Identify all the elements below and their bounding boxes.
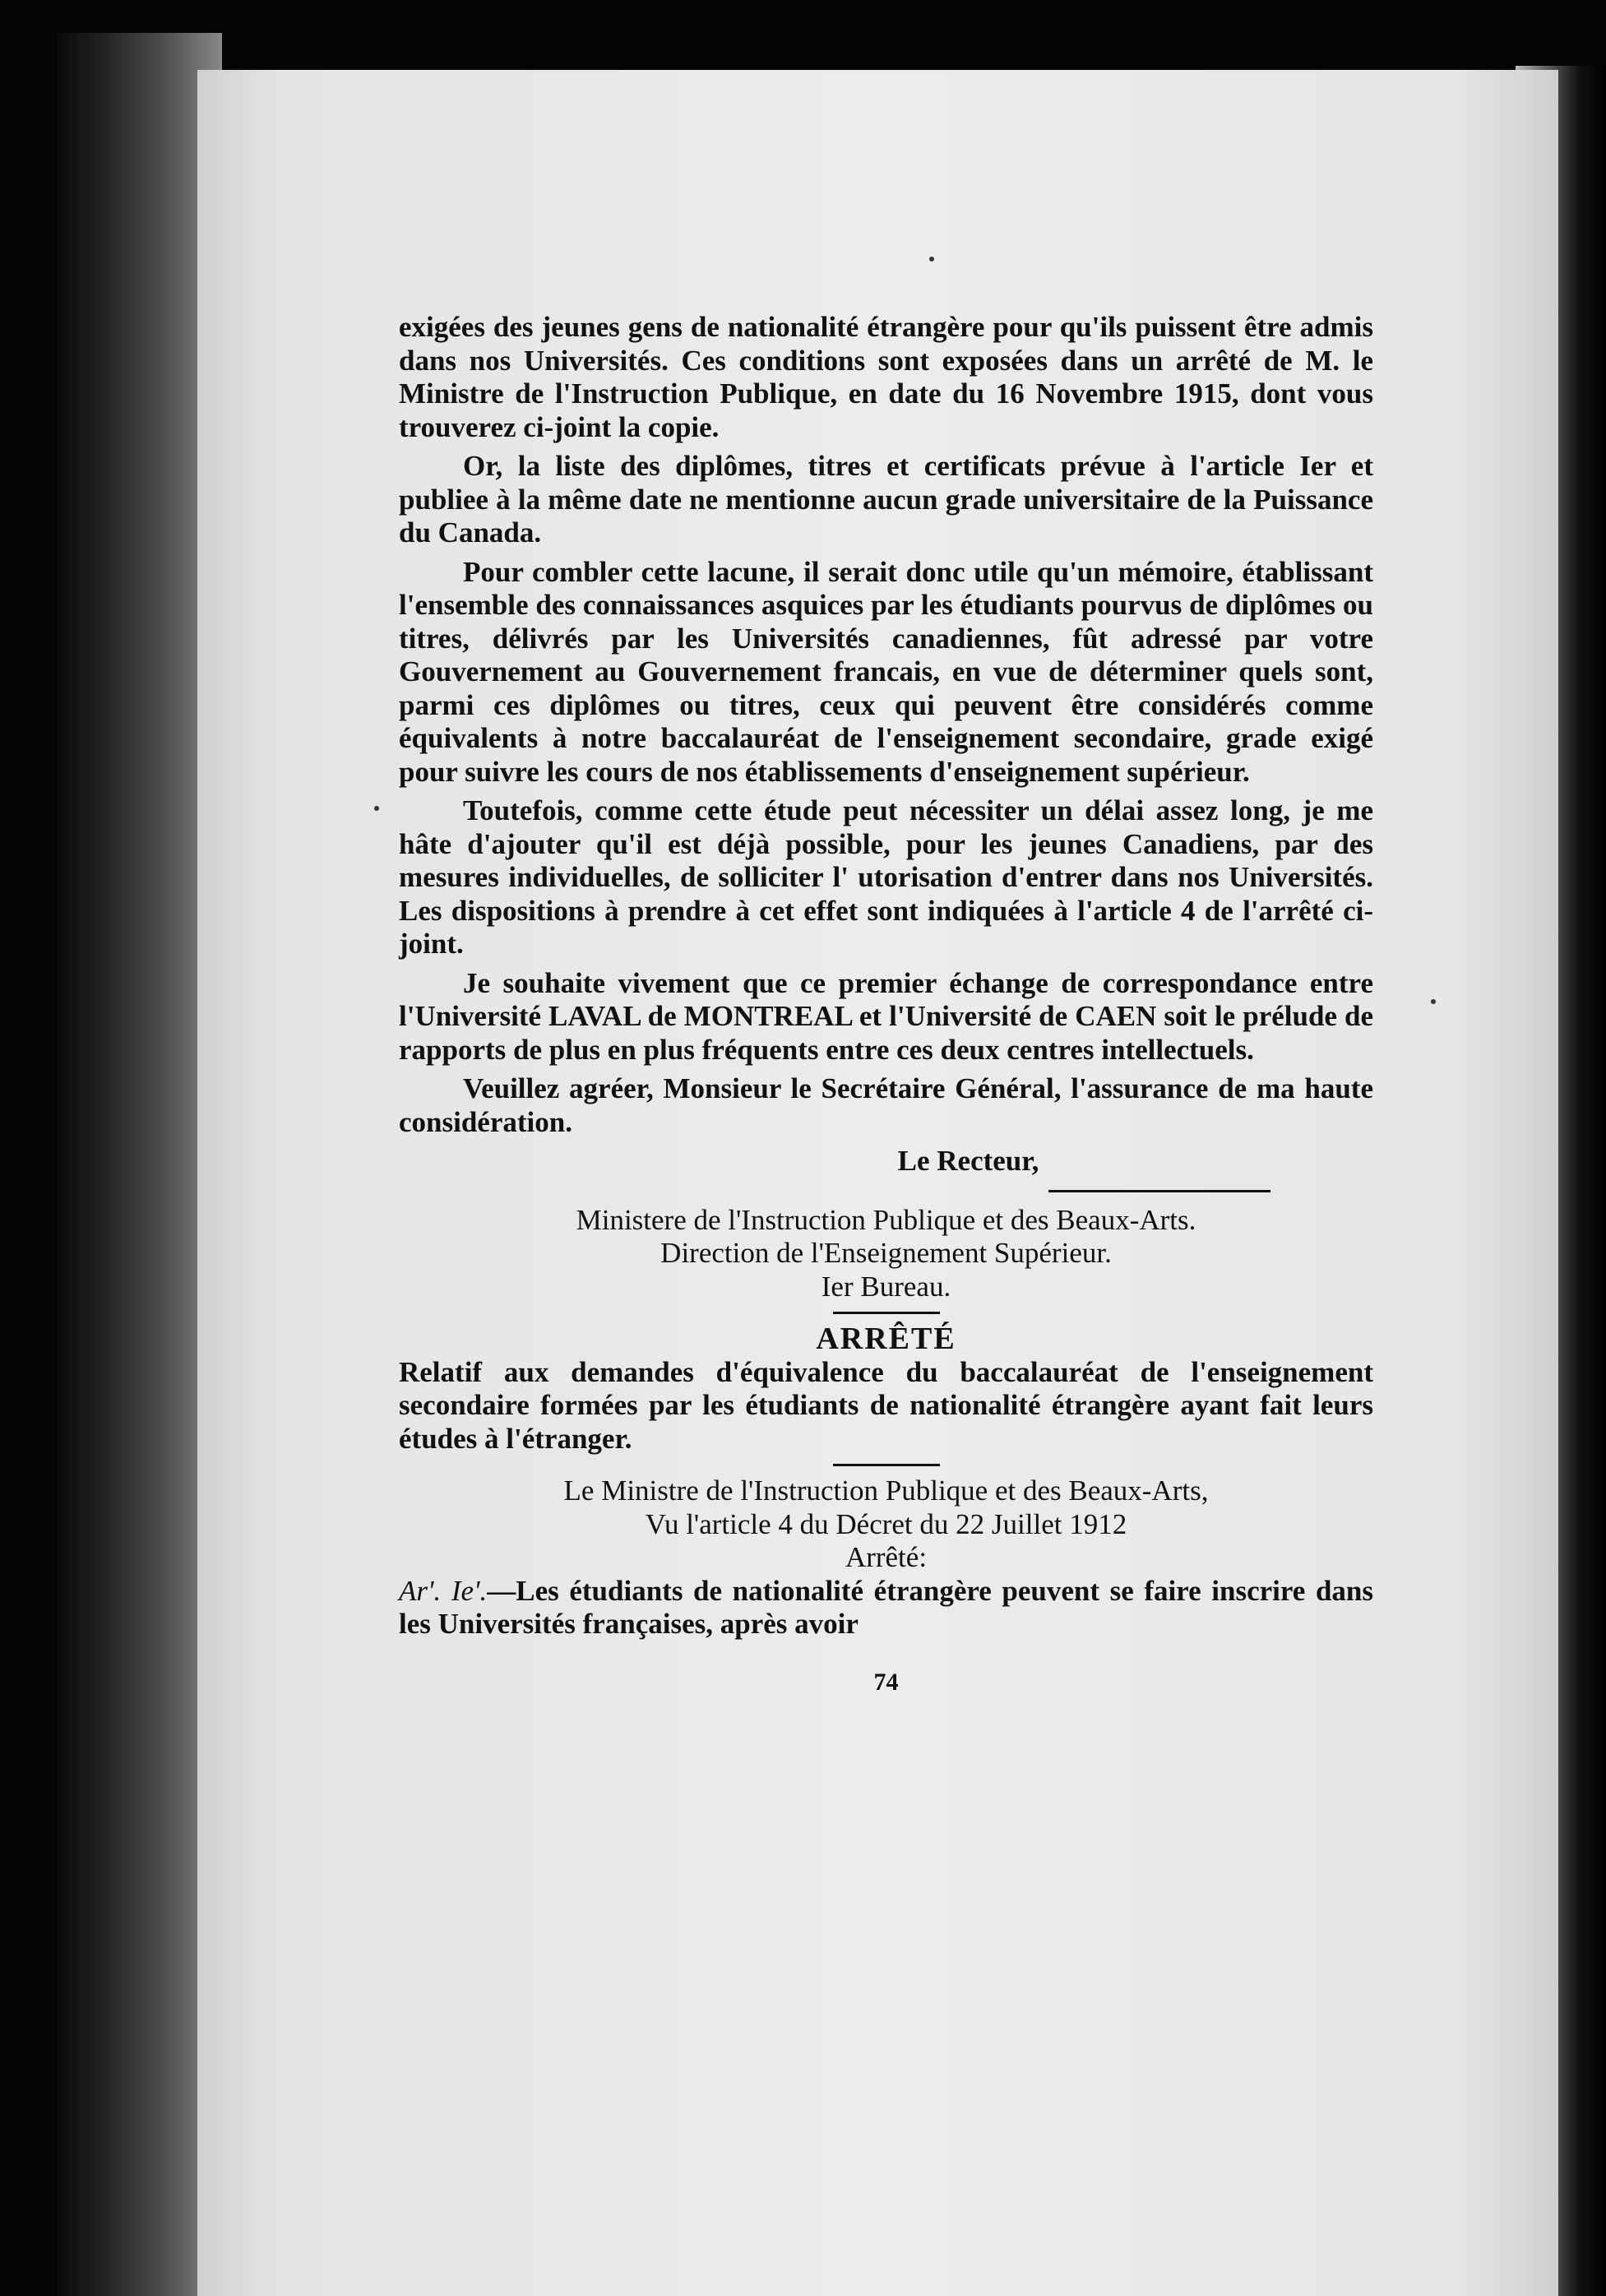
divider-rule (833, 1464, 940, 1466)
ministry-line-1: Ministere de l'Instruction Publique et des Beaux-Arts. (576, 1203, 1196, 1236)
ministry-line-3: Ier Bureau. (821, 1270, 951, 1303)
preamble-line-2: Vu l'article 4 du Décret du 22 Juillet 1912 (645, 1507, 1127, 1540)
page-number: 74 (873, 1668, 899, 1696)
divider-rule (1048, 1190, 1270, 1192)
divider-rule (833, 1312, 940, 1314)
arrete-title: ARRÊTÉ (816, 1322, 956, 1356)
print-speck (929, 257, 934, 262)
article-1 (399, 1575, 1373, 1641)
article-text: —Les étudiants de nationalité étrangère peuvent se faire inscrire dans les Universités françaises, après avoir (399, 1574, 1373, 1640)
document-body (399, 311, 1373, 1699)
ministry-line-2: Direction de l'Enseignement Supérieur. (660, 1237, 1112, 1269)
print-speck (1431, 999, 1436, 1004)
article-label: Ar'. Ie'. (399, 1574, 488, 1607)
paragraph-1: exigées des jeunes gens de nationalité étrangère pour qu'ils puissent être admis dans nos Universités. Ces conditions sont exposées dans un arrêté de M. le Ministre de l'Instruction Publique, en date du 16 Novembre 1915, dont vous trouverez ci-joint la copie. (399, 311, 1373, 443)
print-speck (374, 806, 379, 811)
signature: Le Recteur, (897, 1145, 1039, 1177)
paragraph-4: Toutefois, comme cette étude peut nécessiter un délai assez long, je me hâte d'ajouter qu'il est déjà possible, pour les jeunes Canadiens, par des mesures individuelles, de solliciter l' utorisation d'entrer dans nos Universités. Les dispositions à prendre à cet effet sont indiquées à l'article 4 de l'arrêté ci-joint. (399, 794, 1373, 960)
preamble-line-1: Le Ministre de l'Instruction Publique et des Beaux-Arts, (563, 1474, 1209, 1507)
paragraph-2: Or, la liste des diplômes, titres et certificats prévue à l'article Ier et publiee à la même date ne mentionne aucun grade universitaire de la Puissance du Canada. (399, 450, 1373, 549)
paragraph-6: Veuillez agréer, Monsieur le Secrétaire Général, l'assurance de ma haute considération. (399, 1072, 1373, 1138)
paragraph-5: Je souhaite vivement que ce premier échange de correspondance entre l'Université LAVAL de MONTREAL et l'Université de CAEN soit le prélude de rapports de plus en plus fréquents entre ces deux centres intellectuels. (399, 966, 1373, 1066)
preamble-line-3: Arrêté: (845, 1541, 928, 1573)
paragraph-3: Pour combler cette lacune, il serait donc utile qu'un mémoire, établissant l'ensemble des connaissances asquices par les étudiants pourvus de diplômes ou titres, délivrés par les Universités canadiennes, fût adressé par votre Gouvernement au Gouvernement francais, en vue de déterminer quels sont, parmi ces diplômes ou titres, ceux qui peuvent être considérés comme équivalents à notre baccalauréat de l'enseignement secondaire, grade exigé pour suivre les cours de nos établissements d'enseignement supérieur. (399, 555, 1373, 788)
arrete-subtitle: Relatif aux demandes d'équivalence du baccalauréat de l'enseignement secondaire formées par les étudiants de nationalité étrangère ayant fait leurs études à l'étranger. (399, 1355, 1373, 1455)
